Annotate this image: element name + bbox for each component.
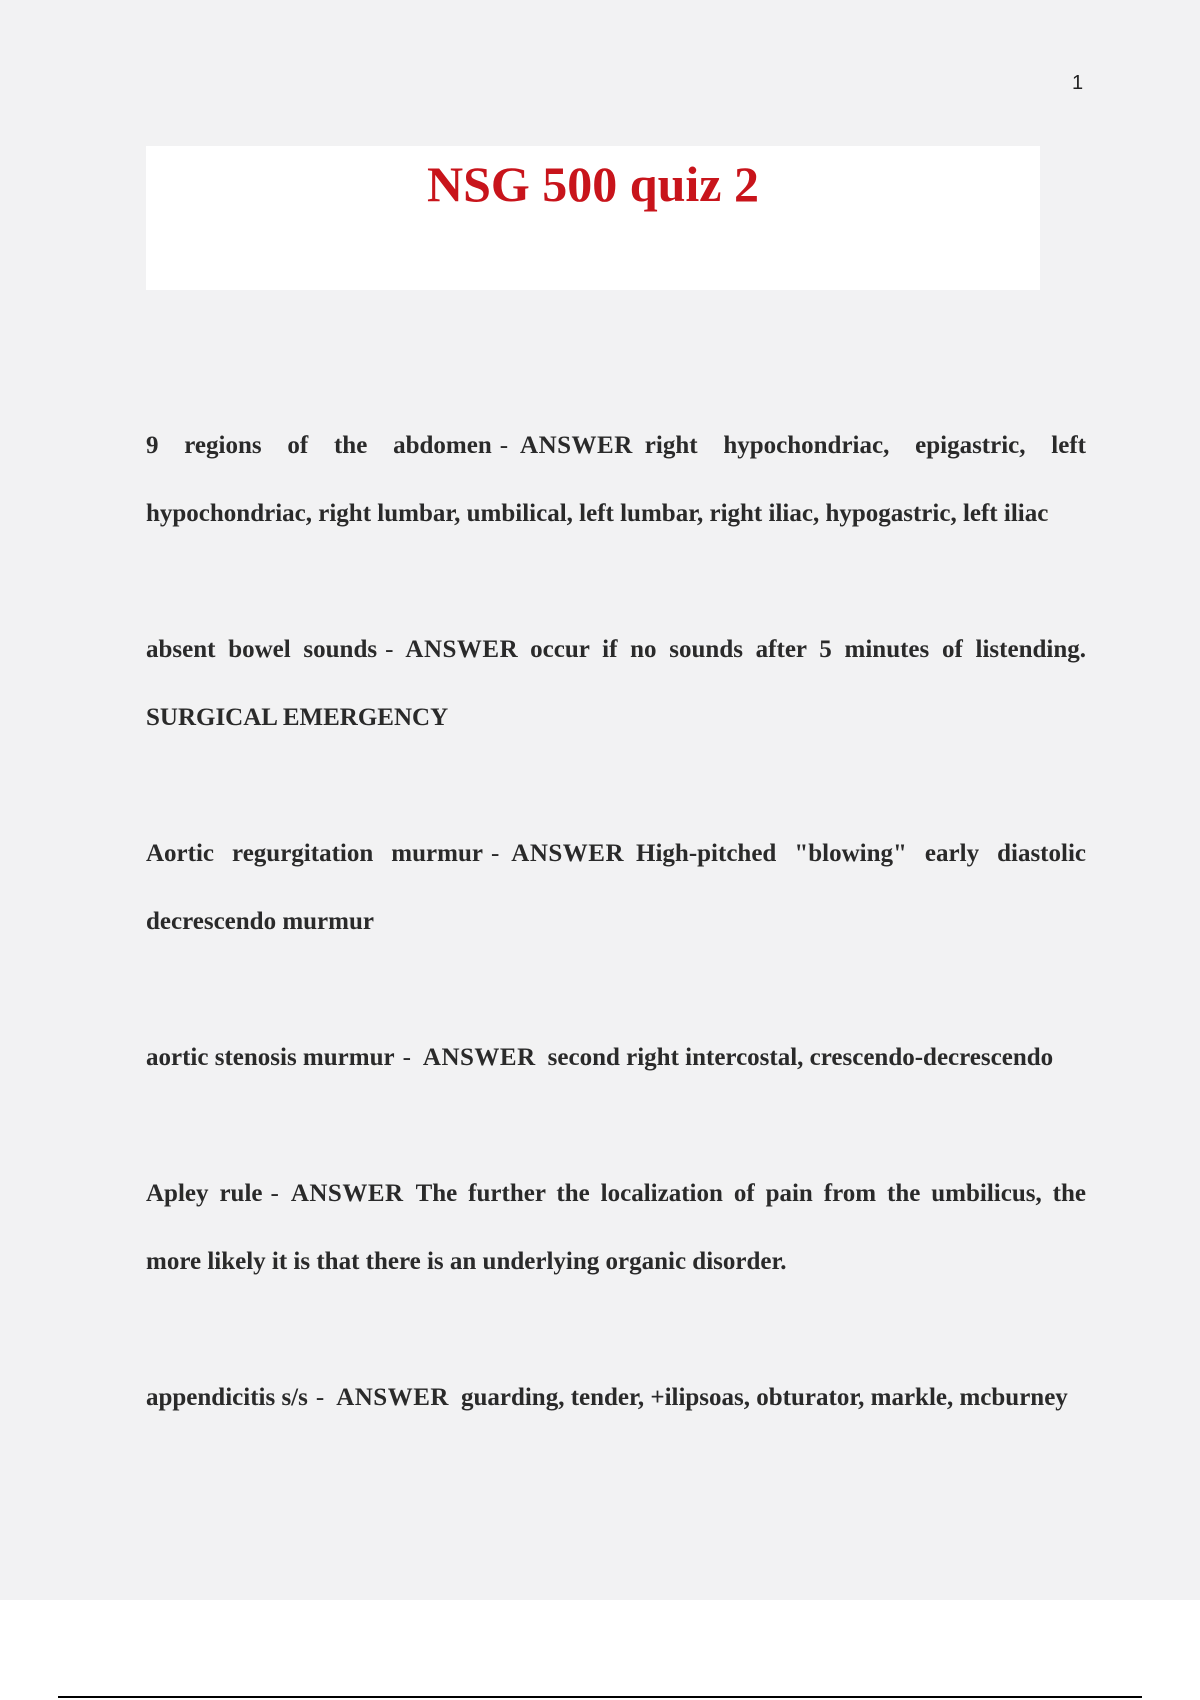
- entry-separator: -: [499, 432, 509, 459]
- entry-separator: -: [270, 1180, 279, 1207]
- answer-label: ANSWER: [290, 1180, 404, 1207]
- entry-list: [146, 412, 1086, 1500]
- list-item: [146, 412, 1086, 548]
- list-item: [146, 1160, 1086, 1296]
- entry-term: absent bowel sounds: [146, 636, 378, 663]
- entry-definition: The further the localization of pain from the umbilicus, the more likely it is that there is an underlying organic disorder.: [146, 1180, 1086, 1275]
- answer-label: ANSWER: [422, 1044, 536, 1071]
- entry-term: appendicitis s/s: [146, 1384, 308, 1411]
- title-box: [146, 146, 1040, 290]
- list-item: [146, 1024, 1086, 1092]
- answer-label: ANSWER: [520, 432, 633, 459]
- entry-definition: right hypochondriac, epigastric, left hypochondriac, right lumbar, umbilical, left lumbar, right iliac, hypogastric, left iliac: [146, 432, 1086, 527]
- entry-definition: High-pitched "blowing" early diastolic decrescendo murmur: [146, 840, 1086, 935]
- list-item: [146, 616, 1086, 752]
- page-number: 1: [1072, 72, 1084, 94]
- entry-definition: occur if no sounds after 5 minutes of listending. SURGICAL EMERGENCY: [146, 636, 1086, 731]
- entry-term: Aortic regurgitation murmur: [146, 840, 483, 867]
- entry-separator: -: [490, 840, 500, 867]
- list-item: [146, 1364, 1086, 1432]
- list-item: [146, 820, 1086, 956]
- entry-separator: -: [402, 1044, 411, 1071]
- entry-separator: -: [315, 1384, 325, 1411]
- entry-separator: -: [385, 636, 394, 663]
- footer-divider: [58, 1696, 1142, 1698]
- entry-definition: guarding, tender, +ilipsoas, obturator, markle, mcburney: [460, 1384, 1068, 1411]
- entry-term: Apley rule: [146, 1180, 263, 1207]
- entry-term: 9 regions of the abdomen: [146, 432, 492, 459]
- document-title: NSG 500 quiz 2: [426, 156, 759, 212]
- answer-label: ANSWER: [336, 1384, 449, 1411]
- answer-label: ANSWER: [405, 636, 519, 663]
- answer-label: ANSWER: [511, 840, 625, 867]
- entry-definition: second right intercostal, crescendo-decrescendo: [547, 1044, 1054, 1071]
- entry-term: aortic stenosis murmur: [146, 1044, 395, 1071]
